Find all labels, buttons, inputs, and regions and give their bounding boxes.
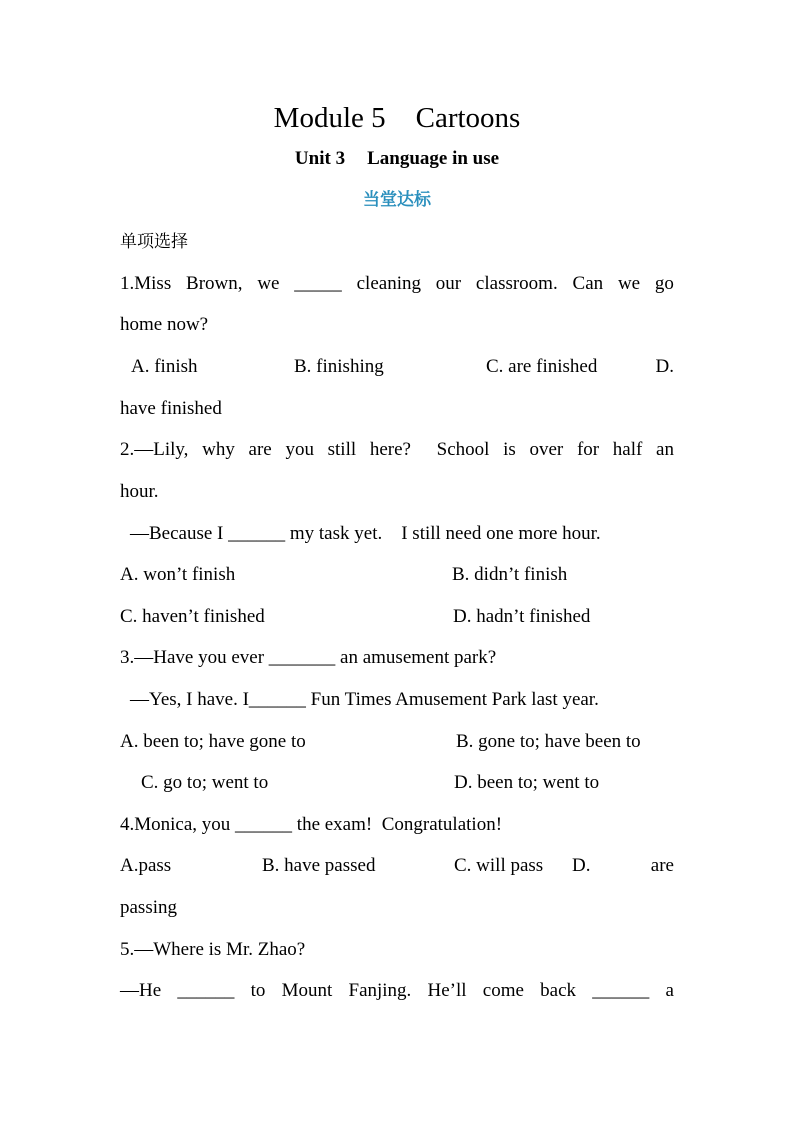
question-4-text: 4.Monica, you ______ the exam! Congratulation! <box>120 814 503 835</box>
option-a: A.pass <box>120 855 172 876</box>
question-4-option-d-continuation: passing <box>120 897 177 918</box>
question-2-reply: —Because I ______ my task yet. I still need one more hour. <box>130 523 601 544</box>
part-heading: 单项选择 <box>120 232 188 252</box>
question-2-continuation: hour. <box>120 481 159 502</box>
option-d: D. been to; went to <box>454 772 600 793</box>
option-c: C. will pass <box>454 855 544 876</box>
option-d-tail: are <box>650 855 674 876</box>
question-1-option-d-continuation: have finished <box>120 398 222 419</box>
option-a: A. been to; have gone to <box>120 731 306 752</box>
question-3-reply: —Yes, I have. I______ Fun Times Amusement Park last year. <box>130 689 599 710</box>
unit-name: Language in use <box>367 148 500 169</box>
question-5-reply: —He ______ to Mount Fanjing. He’ll come back ______ a <box>120 980 674 1001</box>
question-1-continuation: home now? <box>120 314 209 335</box>
option-b: B. didn’t finish <box>452 564 568 585</box>
question-2-text: 2.—Lily, why are you still here? School is over for half an <box>120 439 674 460</box>
module-name: Cartoons <box>415 102 521 134</box>
option-b: B. have passed <box>262 855 376 876</box>
question-5-text: 5.—Where is Mr. Zhao? <box>120 939 306 960</box>
option-b: B. gone to; have been to <box>456 731 641 752</box>
question-1-text: 1.Miss Brown, we _____ cleaning our classroom. Can we go <box>120 273 674 294</box>
option-d: D. hadn’t finished <box>453 606 591 627</box>
unit-subtitle <box>0 148 794 170</box>
option-c: C. are finished <box>486 356 598 377</box>
option-c: C. go to; went to <box>141 772 269 793</box>
option-a: A. finish <box>131 356 198 377</box>
option-d: D. <box>655 356 674 377</box>
option-c: C. haven’t finished <box>120 606 265 627</box>
option-d: D. <box>572 855 591 876</box>
option-b: B. finishing <box>294 356 384 377</box>
section-label: 当堂达标 <box>363 190 431 210</box>
question-3-text: 3.—Have you ever _______ an amusement park? <box>120 647 497 668</box>
module-number: Module 5 <box>273 102 386 134</box>
page-title <box>0 101 794 135</box>
unit-number: Unit 3 <box>294 148 346 169</box>
option-a: A. won’t finish <box>120 564 236 585</box>
